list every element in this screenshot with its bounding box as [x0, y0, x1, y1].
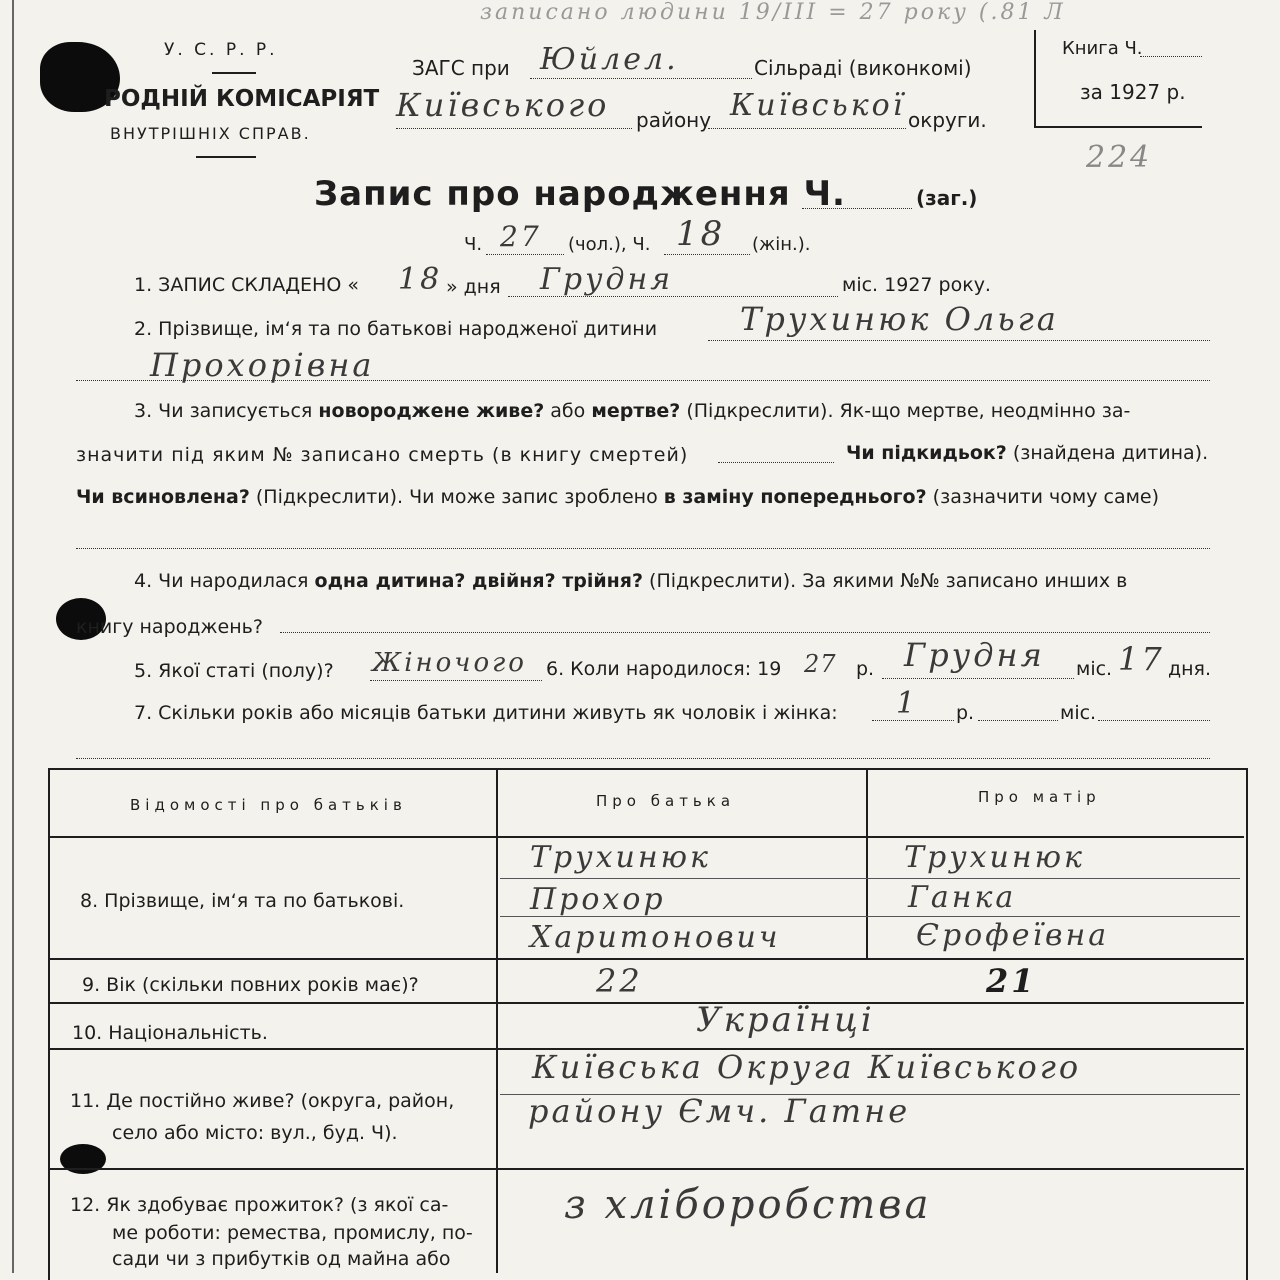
row-10-nationality: Українці	[696, 1000, 875, 1040]
row-8-label: 8. Прізвище, ім‘я та по батькові.	[80, 890, 405, 912]
row-12-label-2: ме роботи: ремества, промислу, по-	[112, 1222, 473, 1244]
field-2-label: 2. Прізвище, ім‘я та по батькові народженої дитини	[134, 318, 658, 340]
zags-handwritten: Юйлел.	[540, 42, 679, 77]
top-scribble: записано людини 19/III = 27 року (.81 Л	[480, 0, 1066, 25]
page-left-edge	[12, 0, 14, 1273]
field-5-label: 5. Якої статі (полу)?	[134, 660, 334, 682]
book-year: за 1927 р.	[1080, 80, 1186, 104]
record-title-gen: (заг.)	[916, 186, 978, 210]
header-rule-small	[212, 72, 256, 74]
row-8-father-patronymic: Харитонович	[530, 920, 781, 955]
field-1-day: 18	[398, 262, 443, 297]
row-11-residence-1: Київська Округа Київського	[532, 1048, 1082, 1086]
field-4-line-2: книгу народжень?	[76, 616, 263, 638]
row-11-label-2: село або місто: вул., буд. Ч).	[112, 1122, 398, 1144]
book-number-handwritten: 224	[1086, 140, 1153, 175]
zags-prefix: ЗАГС при	[412, 56, 510, 80]
field-1-tail: міс. 1927 року.	[842, 274, 991, 296]
field-1-label: 1. ЗАПИС СКЛАДЕНО «	[134, 274, 359, 296]
row-8-mother-patronymic: Єрофеївна	[916, 918, 1110, 953]
district-handwritten: Київського	[396, 86, 610, 124]
commissariat-title: РОДНІЙ КОМІСАРІЯТ	[104, 86, 380, 112]
row-10-label: 10. Національність.	[72, 1022, 268, 1044]
row-8-father-surname: Трухинюк	[530, 840, 711, 875]
female-label: (жін.).	[752, 234, 811, 255]
okruga-label: округи.	[908, 108, 987, 132]
male-label: (чол.), Ч.	[568, 234, 651, 255]
field-6-mis: міс.	[1076, 658, 1113, 680]
row-8-mother-surname: Трухинюк	[904, 840, 1085, 875]
district-label: району	[636, 108, 712, 132]
row-11-residence-2: району Ємч. Гатне	[528, 1092, 911, 1130]
field-3-line-2-b: Чи підкидьок? (знайдена дитина).	[846, 442, 1209, 464]
commissariat-subtitle: ВНУТРІШНІХ СПРАВ.	[110, 124, 311, 143]
record-title: Запис про народження Ч.	[314, 174, 846, 214]
ussr-label: У. С. Р. Р.	[164, 40, 278, 60]
col-header-father: Про батька	[596, 792, 736, 810]
row-11-label-1: 11. Де постійно живе? (округа, район,	[70, 1090, 455, 1112]
field-6-label: 6. Коли народилося: 19	[546, 658, 782, 680]
field-3-line-3: Чи всиновлена? (Підкреслити). Чи може запис зроблено в заміну попереднього? (зазначити чому саме)	[76, 486, 1160, 508]
row-12-label-1: 12. Як здобуває прожиток? (з якої са-	[70, 1194, 449, 1216]
row-9-label: 9. Вік (скільки повних років має)?	[82, 974, 419, 996]
field-7-years: 1	[896, 686, 919, 721]
field-6-dnya: дня.	[1168, 658, 1212, 680]
row-8-father-name: Прохор	[530, 882, 666, 917]
field-4-line-1: 4. Чи народилася одна дитина? двійня? трійня? (Підкреслити). За якими №№ записано инших в	[134, 570, 1128, 592]
field-6-day: 17	[1118, 640, 1165, 678]
female-count: 18	[676, 214, 726, 254]
field-7-r: р.	[956, 702, 975, 724]
field-6-year: 27	[804, 650, 837, 678]
header-rule-small-2	[196, 156, 256, 158]
field-6-r: р.	[856, 658, 875, 680]
field-7-mis: міс.	[1060, 702, 1097, 724]
row-12-label-3: сади чи з прибутків од майна або	[112, 1248, 451, 1270]
row-12-occupation: з хліборобства	[564, 1182, 932, 1228]
field-2-value-2: Прохорівна	[150, 346, 375, 384]
col-header-info: Відомості про батьків	[130, 796, 407, 814]
row-8-mother-name: Ганка	[908, 880, 1017, 915]
male-count: 27	[500, 220, 542, 253]
field-1-day-suffix: » дня	[446, 276, 501, 298]
field-7-label: 7. Скільки років або місяців батьки дитини живуть як чоловік і жінка:	[134, 702, 838, 724]
col-header-mother: Про матір	[978, 788, 1101, 806]
field-5-value: Жіночого	[372, 648, 527, 678]
okruga-handwritten: Київської	[730, 88, 906, 123]
field-3-line-2-a: значити під яким № записано смерть (в книгу смертей)	[76, 444, 689, 466]
male-prefix: Ч.	[464, 234, 483, 255]
book-label: Книга Ч.	[1062, 38, 1143, 59]
field-1-month: Грудня	[540, 262, 674, 297]
row-9-father-age: 22	[596, 962, 643, 1000]
field-6-month: Грудня	[904, 636, 1045, 674]
zags-suffix: Сільраді (виконкомі)	[754, 56, 972, 80]
row-9-mother-age: 21	[986, 962, 1037, 1000]
field-2-value-1: Трухинюк Ольга	[740, 300, 1059, 338]
field-3-line-1: 3. Чи записується новороджене живе? або мертве? (Підкреслити). Як-що мертве, неодмінно за-	[134, 400, 1131, 422]
